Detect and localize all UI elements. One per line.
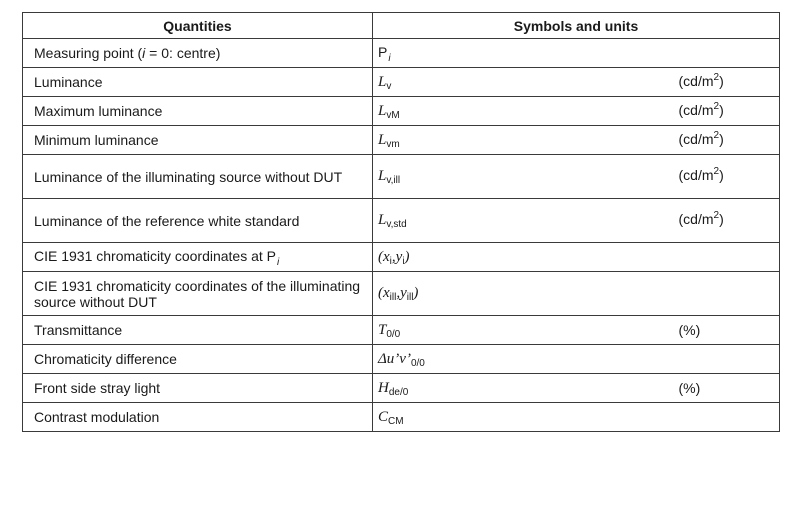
- unit-cell: $(cd/m^2)$: [675, 199, 780, 243]
- table-row: [23, 126, 780, 155]
- quantity-cell: Maximum luminance: [23, 97, 373, 126]
- unit-cell: [675, 272, 780, 316]
- table-row: [23, 243, 780, 272]
- symbol-cell: $L_{vm}$: [373, 126, 675, 155]
- unit-cell: (%): [675, 374, 780, 403]
- symbol-cell: $H_{de/0}$: [373, 374, 675, 403]
- table-row: [23, 316, 780, 345]
- table-row: [23, 272, 780, 316]
- symbol-cell: $L_{vM}$: [373, 97, 675, 126]
- unit-cell: $(cd/m^2)$: [675, 155, 780, 199]
- quantity-cell: Luminance of the illuminating source without DUT: [23, 155, 373, 199]
- quantity-cell: Front side stray light: [23, 374, 373, 403]
- unit-cell: $(cd/m^2)$: [675, 68, 780, 97]
- table-row: [23, 345, 780, 374]
- unit-cell: [675, 345, 780, 374]
- quantity-cell: CIE 1931 chromaticity coordinates at $P_i$: [23, 243, 373, 272]
- unit-cell: $(cd/m^2)$: [675, 97, 780, 126]
- unit-cell: [675, 39, 780, 68]
- quantity-cell: Contrast modulation: [23, 403, 373, 432]
- symbol-cell: $(x_{ill},y_{ill})$: [373, 272, 675, 316]
- quantity-cell: Transmittance: [23, 316, 373, 345]
- quantity-cell: Luminance: [23, 68, 373, 97]
- quantity-cell: Measuring point (i = 0: centre): [23, 39, 373, 68]
- unit-cell: $(cd/m^2)$: [675, 126, 780, 155]
- symbol-cell: $P_i$: [373, 39, 675, 68]
- table-row: [23, 403, 780, 432]
- symbol-cell: $L_{v,std}$: [373, 199, 675, 243]
- symbol-cell: $(x_i,y_i)$: [373, 243, 675, 272]
- table-row: [23, 39, 780, 68]
- unit-cell: (%): [675, 316, 780, 345]
- quantity-cell: Chromaticity difference: [23, 345, 373, 374]
- table-row: [23, 155, 780, 199]
- table-row: [23, 97, 780, 126]
- quantity-cell: CIE 1931 chromaticity coordinates of the illuminating source without DUT: [23, 272, 373, 316]
- table-row: [23, 374, 780, 403]
- header-quantities: Quantities: [23, 13, 373, 39]
- header-symbols-and-units: Symbols and units: [373, 13, 780, 39]
- table-row: [23, 68, 780, 97]
- quantities-symbols-table: [22, 12, 780, 432]
- header-row: [23, 13, 780, 39]
- symbol-cell: $L_v$: [373, 68, 675, 97]
- quantity-cell: Minimum luminance: [23, 126, 373, 155]
- unit-cell: [675, 403, 780, 432]
- symbol-cell: $C_{CM}$: [373, 403, 675, 432]
- quantity-cell: Luminance of the reference white standard: [23, 199, 373, 243]
- symbol-cell: $\Delta u’v’_{0/0}$: [373, 345, 675, 374]
- unit-cell: [675, 243, 780, 272]
- symbol-cell: $L_{v,ill}$: [373, 155, 675, 199]
- table-row: [23, 199, 780, 243]
- symbol-cell: $T_{0/0}$: [373, 316, 675, 345]
